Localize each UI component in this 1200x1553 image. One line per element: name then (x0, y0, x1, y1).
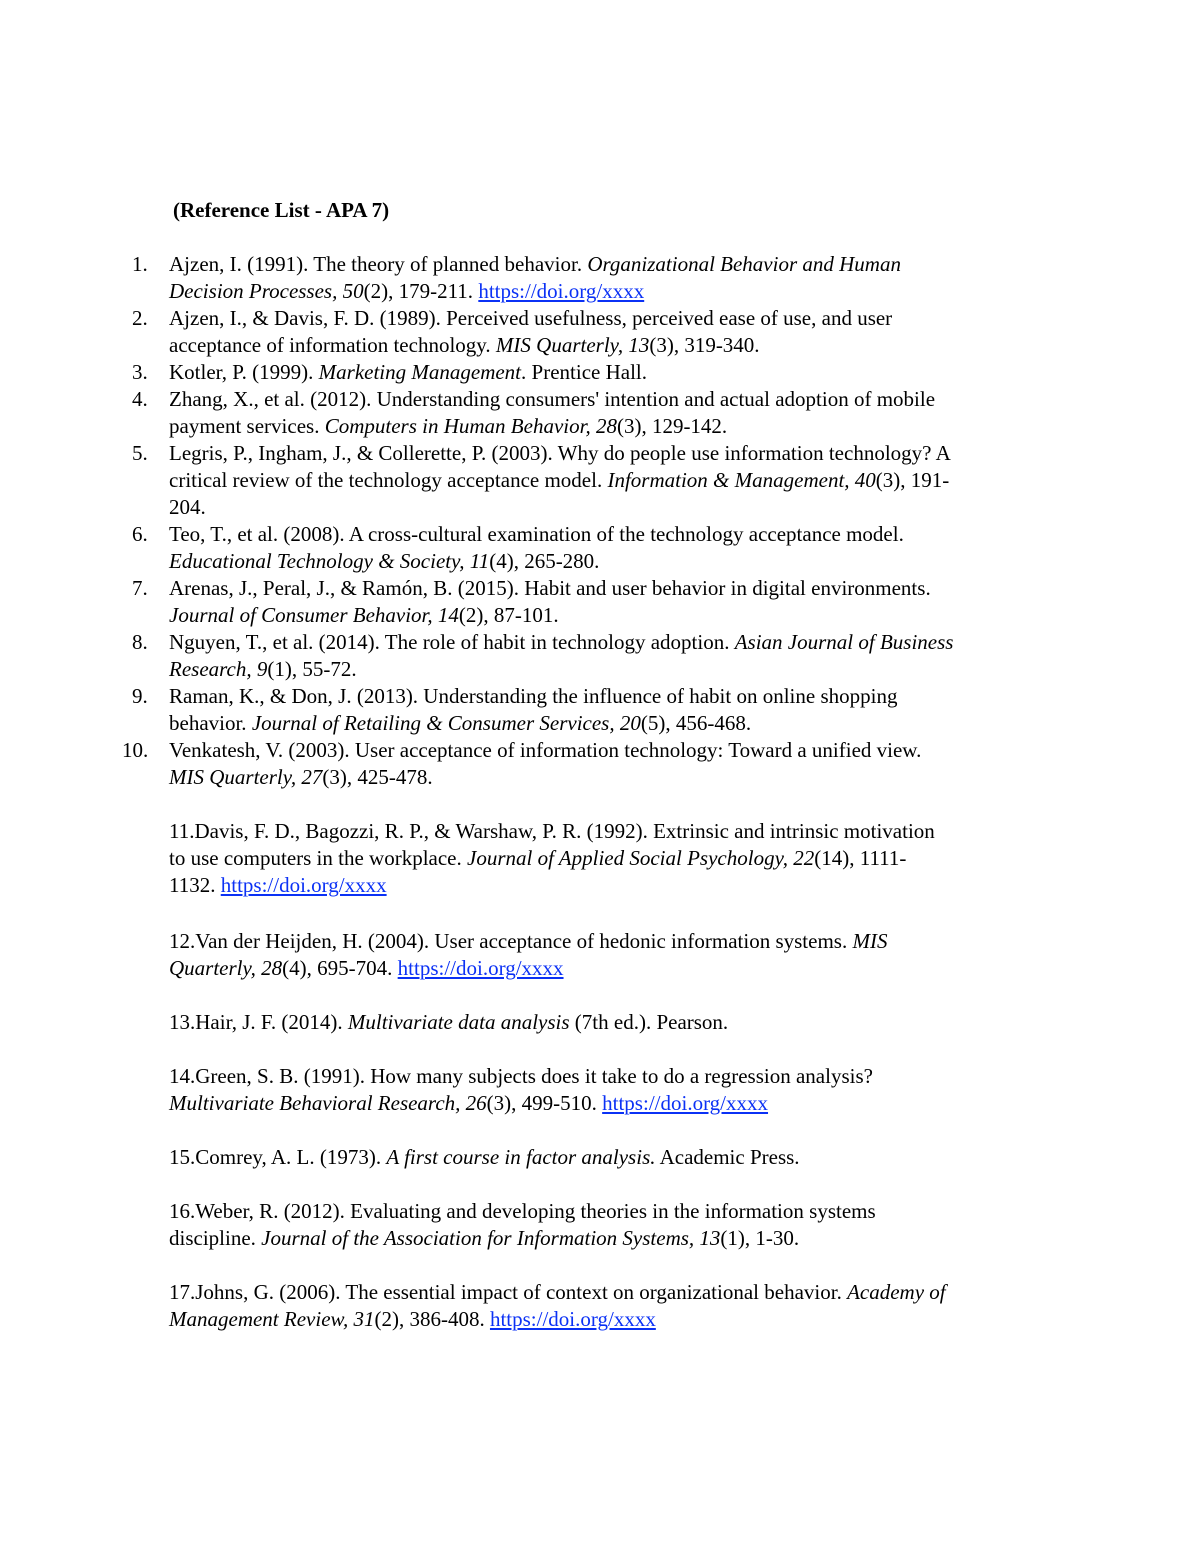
reference-text: Ajzen, I., & Davis, F. D. (1989). Perceived usefulness, perceived ease of use, and user (169, 306, 893, 330)
reference-line (169, 929, 887, 954)
italic-text: MIS (852, 929, 888, 953)
italic-text: A first course in factor analysis. (386, 1145, 656, 1169)
reference-number: 6. (132, 522, 148, 546)
reference-text: (2), 179-211. (363, 279, 479, 303)
reference-number: 7. (132, 576, 148, 600)
reference-line (169, 1226, 799, 1251)
reference-text: 13.Hair, J. F. (2014). (169, 1010, 348, 1034)
reference-number: 5. (132, 441, 148, 465)
reference-text: payment services. (169, 414, 325, 438)
italic-text: MIS Quarterly, 27 (169, 765, 323, 789)
reference-number: 10. (122, 738, 149, 762)
reference-text: 16.Weber, R. (2012). Evaluating and developing theories in the information systems (169, 1199, 876, 1223)
italic-text: Journal of Consumer Behavior, 14 (169, 603, 459, 627)
italic-text: Organizational Behavior and Human (587, 252, 901, 276)
reference-line (169, 684, 897, 709)
reference-line (169, 333, 760, 358)
reference-text: behavior. (169, 711, 252, 735)
reference-line (169, 549, 599, 574)
reference-line (169, 1145, 800, 1170)
reference-text: (3), 425-478. (322, 765, 433, 789)
italic-text: Journal of Applied Social Psychology, 22 (467, 846, 815, 870)
italic-text: Multivariate data analysis (347, 1010, 570, 1034)
italic-text: Multivariate Behavioral Research, 26 (169, 1091, 487, 1115)
reference-line (169, 1091, 768, 1116)
reference-text: (14), 1111- (814, 846, 907, 870)
reference-line (169, 252, 901, 277)
reference-text: 12.Van der Heijden, H. (2004). User acceptance of hedonic information systems. (169, 929, 853, 953)
reference-text: (1), 55-72. (267, 657, 357, 681)
reference-text: 1132. (169, 873, 221, 897)
italic-text: Decision Processes, 50 (169, 279, 364, 303)
italic-text: Computers in Human Behavior, 28 (324, 414, 617, 438)
italic-text: Management Review, 31 (169, 1307, 375, 1331)
reference-line (169, 441, 951, 466)
reference-text: (3), 129-142. (616, 414, 728, 438)
italic-text: Educational Technology & Society, 11 (169, 549, 490, 573)
reference-line (169, 522, 904, 547)
reference-line (169, 1199, 876, 1224)
reference-text: (4), 695-704. (282, 956, 398, 980)
reference-text: (2), 386-408. (374, 1307, 490, 1331)
doi-link[interactable]: https://doi.org/xxxx (220, 873, 387, 897)
reference-number: 9. (132, 684, 148, 708)
reference-line (169, 603, 559, 628)
reference-text: critical review of the technology acceptance model. (169, 468, 608, 492)
doi-link[interactable]: https://doi.org/xxxx (478, 279, 645, 303)
italic-text: Journal of the Association for Information Systems, 13 (261, 1226, 721, 1250)
italic-text: Marketing Management (318, 360, 522, 384)
reference-line (169, 738, 921, 763)
reference-text: 204. (169, 495, 206, 519)
reference-text: (7th ed.). Pearson. (569, 1010, 729, 1034)
reference-line (169, 306, 892, 331)
reference-line (169, 576, 931, 601)
reference-text: Raman, K., & Don, J. (2013). Understanding the influence of habit on online shopping (169, 684, 898, 708)
reference-text: Kotler, P. (1999). (169, 360, 319, 384)
reference-line (169, 765, 433, 790)
reference-number: 4. (132, 387, 148, 411)
reference-line (169, 711, 751, 736)
reference-text: discipline. (169, 1226, 262, 1250)
reference-line (169, 279, 644, 304)
reference-line (169, 657, 357, 682)
reference-text: acceptance of information technology. (169, 333, 496, 357)
reference-text: Venkatesh, V. (2003). User acceptance of information technology: Toward a unified view. (169, 738, 922, 762)
reference-line (169, 846, 906, 871)
italic-text: MIS Quarterly, 13 (495, 333, 650, 357)
page-title: (Reference List - APA 7) (173, 198, 390, 222)
reference-line (169, 630, 953, 655)
italic-text: Quarterly, 28 (169, 956, 283, 980)
reference-number: 1. (132, 252, 148, 276)
italic-text: Asian Journal of Business (734, 630, 954, 654)
reference-line (169, 495, 206, 520)
reference-line (169, 387, 935, 412)
reference-text: (3), 499-510. (486, 1091, 603, 1115)
reference-line (169, 956, 564, 981)
reference-text: Academic Press. (655, 1145, 800, 1169)
reference-line (169, 1010, 728, 1035)
reference-line (169, 360, 647, 385)
reference-line (169, 468, 949, 493)
reference-number: 2. (132, 306, 148, 330)
reference-text: (1), 1-30. (720, 1226, 800, 1250)
reference-text: (2), 87-101. (458, 603, 559, 627)
reference-line (169, 873, 387, 898)
reference-text: (3), 319-340. (649, 333, 760, 357)
reference-text: 15.Comrey, A. L. (1973). (169, 1145, 387, 1169)
reference-text: 17.Johns, G. (2006). The essential impact of context on organizational behavior. (169, 1280, 848, 1304)
reference-number: 8. (132, 630, 148, 654)
reference-line (169, 819, 935, 844)
italic-text: Research, 9 (169, 657, 268, 681)
reference-line (169, 1280, 946, 1305)
reference-text: Nguyen, T., et al. (2014). The role of habit in technology adoption. (169, 630, 735, 654)
reference-line (169, 414, 727, 439)
doi-link[interactable]: https://doi.org/xxxx (489, 1307, 656, 1331)
reference-text: Legris, P., Ingham, J., & Collerette, P. (2003). Why do people use information technology? A (169, 441, 951, 465)
reference-text: Ajzen, I. (1991). The theory of planned behavior. (169, 252, 588, 276)
italic-text: Journal of Retailing & Consumer Services, 20 (251, 711, 641, 735)
reference-text: . Prentice Hall. (521, 360, 647, 384)
reference-number: 3. (132, 360, 148, 384)
reference-text: (3), 191- (875, 468, 950, 492)
reference-line (169, 1064, 873, 1089)
reference-text: Arenas, J., Peral, J., & Ramón, B. (2015). Habit and user behavior in digital environments. (169, 576, 931, 600)
doi-link[interactable]: https://doi.org/xxxx (602, 1091, 769, 1115)
reference-text: (4), 265-280. (489, 549, 600, 573)
reference-text: 14.Green, S. B. (1991). How many subjects does it take to do a regression analysis? (169, 1064, 873, 1088)
reference-text: Zhang, X., et al. (2012). Understanding consumers' intention and actual adoption of mobile (169, 387, 936, 411)
italic-text: Information & Management, 40 (607, 468, 876, 492)
doi-link[interactable]: https://doi.org/xxxx (397, 956, 564, 980)
reference-text: to use computers in the workplace. (169, 846, 467, 870)
reference-text: Teo, T., et al. (2008). A cross-cultural examination of the technology acceptance model. (169, 522, 904, 546)
reference-line (169, 1307, 656, 1332)
reference-text: (5), 456-468. (640, 711, 752, 735)
reference-text: 11.Davis, F. D., Bagozzi, R. P., & Warshaw, P. R. (1992). Extrinsic and intrinsic motivation (169, 819, 935, 843)
italic-text: Academy of (847, 1280, 946, 1304)
